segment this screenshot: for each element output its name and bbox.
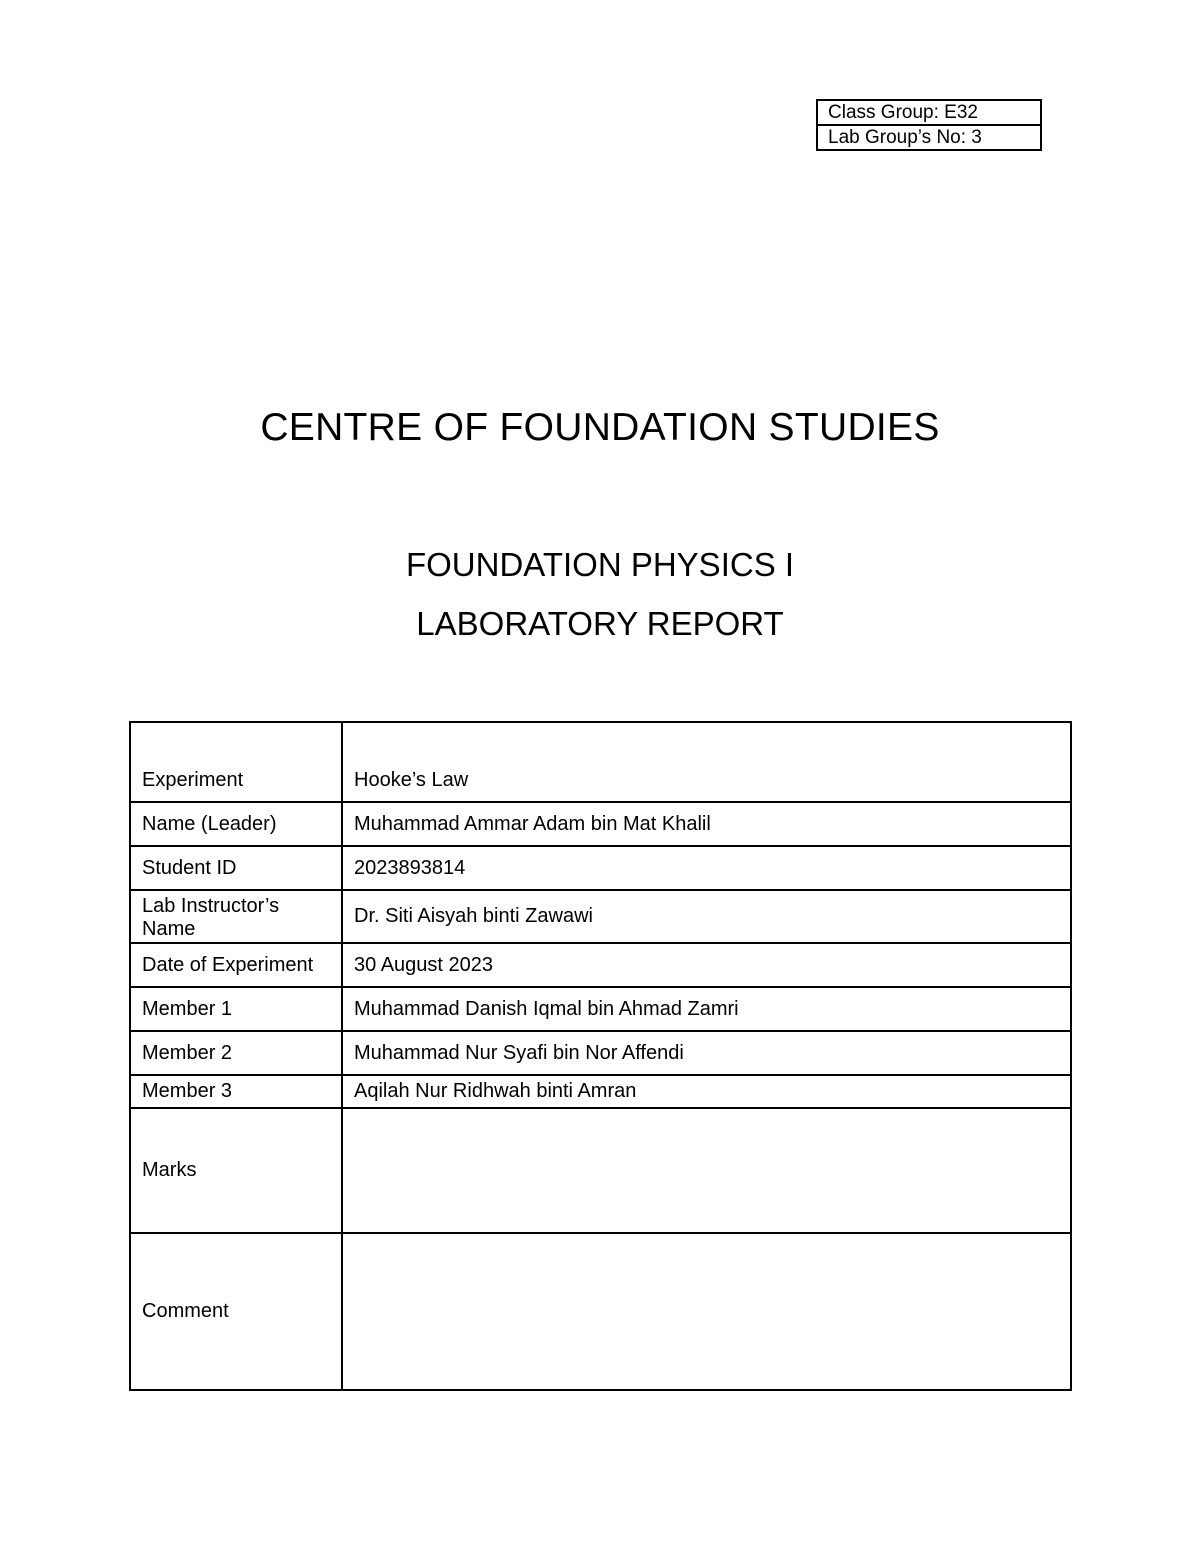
row-label: Student ID [130, 846, 342, 890]
row-value: Muhammad Danish Iqmal bin Ahmad Zamri [342, 987, 1071, 1031]
lab-group-number-text: Lab Group’s No: 3 [817, 125, 1041, 150]
table-row-date [130, 943, 1071, 987]
row-value: Muhammad Nur Syafi bin Nor Affendi [342, 1031, 1071, 1075]
row-value: 2023893814 [342, 846, 1071, 890]
table-row-comment [130, 1233, 1071, 1390]
row-label: Name (Leader) [130, 802, 342, 846]
row-label: Member 3 [130, 1075, 342, 1108]
table-row-member-3 [130, 1075, 1071, 1108]
row-value: Dr. Siti Aisyah binti Zawawi [342, 890, 1071, 943]
class-group-text: Class Group: E32 [817, 100, 1041, 125]
course-title: FOUNDATION PHYSICS I [405, 546, 795, 583]
table-row-student-id [130, 846, 1071, 890]
row-label: Member 2 [130, 1031, 342, 1075]
row-label: Experiment [130, 722, 342, 802]
marks-field [342, 1108, 1071, 1233]
lab-group-row [817, 125, 1041, 150]
row-value: Muhammad Ammar Adam bin Mat Khalil [342, 802, 1071, 846]
table-row-member-2 [130, 1031, 1071, 1075]
row-label: Lab Instructor’s Name [130, 890, 342, 943]
report-type-title: LABORATORY REPORT [416, 605, 784, 642]
row-value: Hooke’s Law [342, 722, 1071, 802]
row-value: 30 August 2023 [342, 943, 1071, 987]
table-row-marks [130, 1108, 1071, 1233]
page-title: CENTRE OF FOUNDATION STUDIES [260, 406, 940, 449]
row-label: Member 1 [130, 987, 342, 1031]
table-row-experiment [130, 722, 1071, 802]
table-row-instructor [130, 890, 1071, 943]
class-group-row [817, 100, 1041, 125]
row-label: Date of Experiment [130, 943, 342, 987]
table-row-member-1 [130, 987, 1071, 1031]
row-label: Marks [130, 1108, 342, 1233]
table-row-leader [130, 802, 1071, 846]
group-info-box [816, 99, 1042, 151]
comment-field [342, 1233, 1071, 1390]
row-label: Comment [130, 1233, 342, 1390]
report-details-table [129, 721, 1072, 1391]
row-value: Aqilah Nur Ridhwah binti Amran [342, 1075, 1071, 1108]
